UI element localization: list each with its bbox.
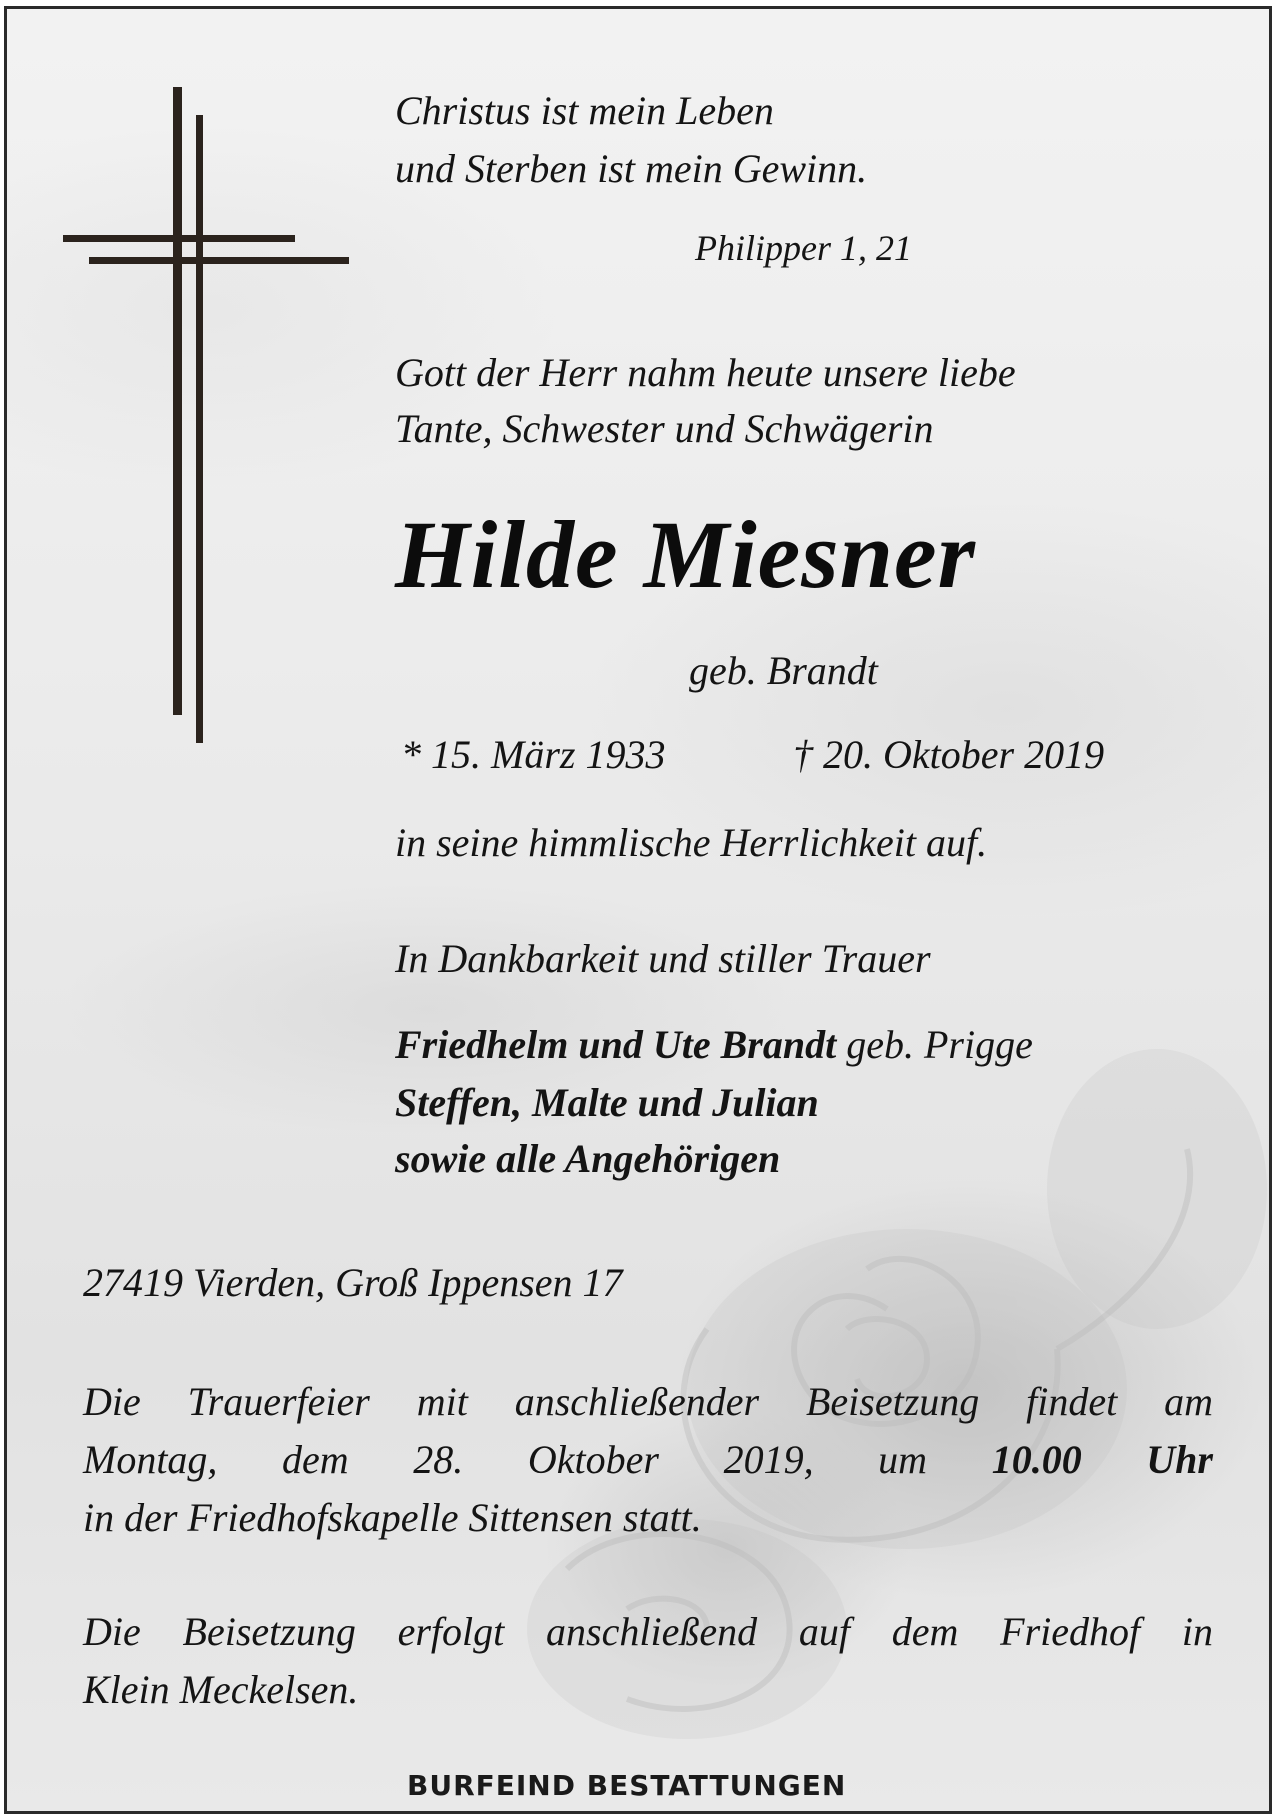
mourners-line-1-names: Friedhelm und Ute Brandt — [395, 1022, 837, 1067]
verse-line-1: Christus ist mein Leben — [395, 88, 774, 133]
burial-line-2: Klein Meckelsen. — [83, 1667, 359, 1712]
closing-line: in seine himmlische Herrlichkeit auf. — [395, 820, 988, 865]
burial-line-1: Die Beisetzung erfolgt anschließend auf dem Friedhof in — [83, 1609, 1213, 1654]
mourners-line-2: Steffen, Malte und Julian — [395, 1080, 819, 1125]
ceremony-line-3: in der Friedhofskapelle Sittensen statt. — [83, 1495, 702, 1540]
mourners-line-1-suffix: geb. Prigge — [836, 1022, 1033, 1067]
undertaker-logo: BURFEIND BESTATTUNGEN — [407, 1769, 847, 1802]
mourners-line-1 — [395, 1021, 1033, 1069]
mourners-line-3: sowie alle Angehörigen — [395, 1136, 781, 1181]
deceased-name: Hilde Miesner — [395, 501, 976, 608]
cross-icon — [63, 87, 333, 747]
address: 27419 Vierden, Groß Ippensen 17 — [83, 1260, 623, 1305]
ceremony-time: 10.00 Uhr — [991, 1437, 1213, 1482]
verse-reference: Philipper 1, 21 — [695, 228, 912, 268]
ceremony-line-1: Die Trauerfeier mit anschließender Beisetzung findet am — [83, 1379, 1213, 1424]
mourners-intro: In Dankbarkeit und stiller Trauer — [395, 936, 931, 981]
verse-line-2: und Sterben ist mein Gewinn. — [395, 146, 868, 191]
maiden-name: geb. Brandt — [689, 648, 878, 693]
ceremony-date-text: Montag, dem 28. Oktober 2019, um — [83, 1437, 928, 1482]
ceremony-line-2 — [83, 1431, 1213, 1489]
intro-line-2: Tante, Schwester und Schwägerin — [395, 406, 934, 451]
obituary-notice — [4, 6, 1272, 1814]
intro-line-1: Gott der Herr nahm heute unsere liebe — [395, 350, 1016, 395]
death-date: † 20. Oktober 2019 — [793, 732, 1105, 777]
birth-date: * 15. März 1933 — [401, 732, 666, 777]
